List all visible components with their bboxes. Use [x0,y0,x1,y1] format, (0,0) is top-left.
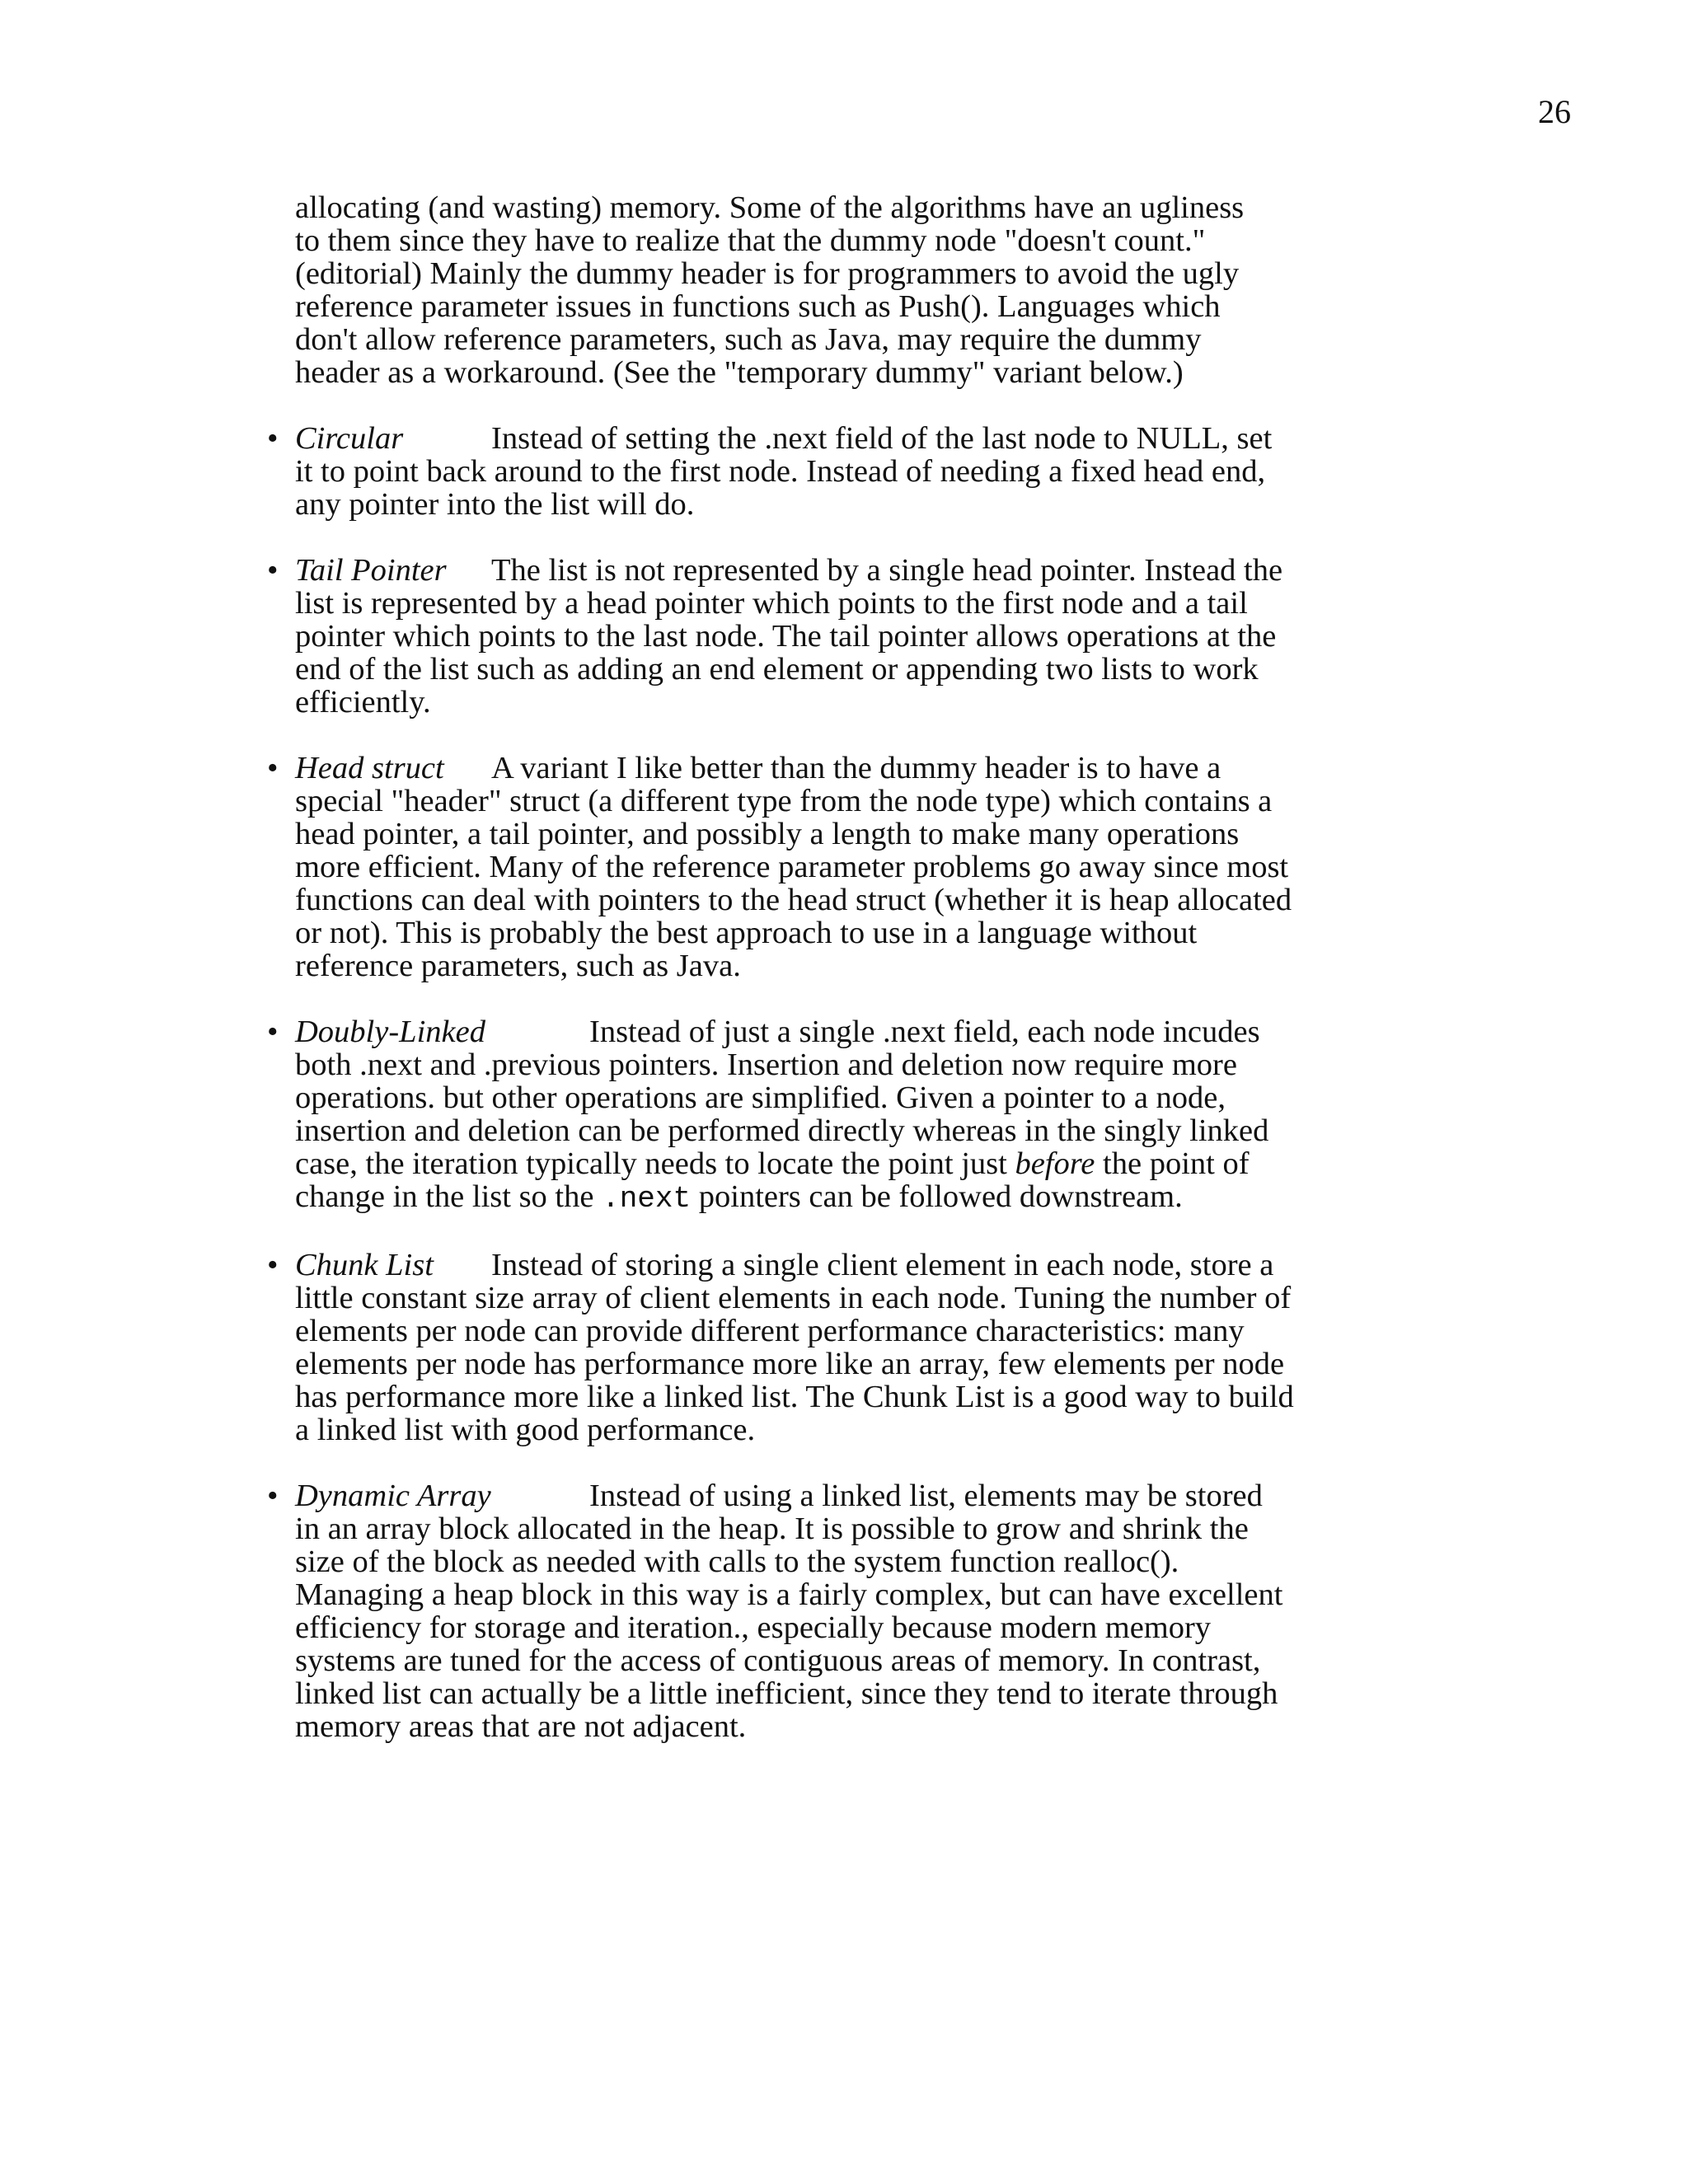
item-text: Instead of storing a single client element in each node, store a little constant size array of client elements in each node. Tuning the number of elements per node can provide different performance characteristics: many elements per node has performance more like an array, few elements per node has performance more like a linked list. The Chunk List is a good way to build a linked list with good performance. [295,1248,1294,1447]
item-text: pointers can be followed downstream. [698,1179,1183,1214]
bullet-icon: • [267,421,279,456]
item-term: Circular [295,421,404,456]
item-text: Instead of using a linked list, elements may be stored in an array block allocated in the heap. It is possible to grow and shrink the size of the block as needed with calls to the system function realloc(). Managing a heap block in this way is a fairly complex, but can have excellent efficiency for storage and iteration., especially because modern memory systems are tuned for the access of contiguous areas of memory. In contrast, linked list can actually be a little inefficient, since they tend to iterate through memory areas that are not adjacent. [295,1479,1283,1744]
item-term: Chunk List [295,1248,434,1282]
intro-paragraph: allocating (and wasting) memory. Some of the algorithms have an ugliness to them since they have to realize that the dummy node "doesn't count." (editorial) Mainly the dummy header is for programmers to avoid the ugly reference parameter issues in functions such as Push(). Languages which don't allow reference parameters, such as Java, may require the dummy header as a workaround. (See the "temporary dummy" variant below.) [295,190,1245,390]
list-item-doubly-linked [267,1015,1294,1216]
list-item-chunk-list [267,1248,1294,1447]
bullet-icon: • [267,1479,279,1513]
item-term: Tail Pointer [295,553,447,588]
page-number: 26 [1538,93,1571,130]
item-text: Instead of setting the .next field of the last node to NULL, set it to point back around to the first node. Instead of needing a fixed head end, any pointer into the list will do. [295,421,1273,522]
bullet-icon: • [267,1248,279,1282]
item-text: The list is not represented by a single head pointer. Instead the list is represented by a head pointer which points to the first node and a tail pointer which points to the last node. The tail pointer allows operations at the end of the list such as adding an end element or appending two lists to work efficiently. [295,553,1283,719]
item-term: Doubly-Linked [295,1015,485,1049]
document-body [267,190,1294,1776]
item-text: Instead of just a single .next field, each node incudes both .next and .previous pointers. Insertion and deletion now require more operations. but other operations are simplified. Given a pointer to a node, insertion and deletion can be performed directly whereas in the singly linked case, the iteration typically needs to locate the point just [295,1015,1269,1181]
item-code: .next [602,1182,692,1216]
list-item-head-struct [267,751,1294,983]
item-term: Dynamic Array [295,1479,491,1513]
item-text: A variant I like better than the dummy header is to have a special "header" struct (a different type from the node type) which contains a head pointer, a tail pointer, and possibly a length to make many operations more efficient. Many of the reference parameter problems go away since most functions can deal with pointers to the head struct (whether it is heap allocated or not). This is probably the best approach to use in a language without reference parameters, such as Java. [295,751,1292,983]
bullet-icon: • [267,751,279,785]
item-text: the point of change in the list so the [295,1146,1250,1214]
item-emphasis: before [1015,1146,1095,1181]
list-item-dynamic-array [267,1479,1294,1744]
item-term: Head struct [295,751,444,785]
list-item-circular [267,421,1294,522]
bullet-icon: • [267,553,279,588]
bullet-icon: • [267,1015,279,1049]
list-item-tail-pointer [267,553,1294,719]
